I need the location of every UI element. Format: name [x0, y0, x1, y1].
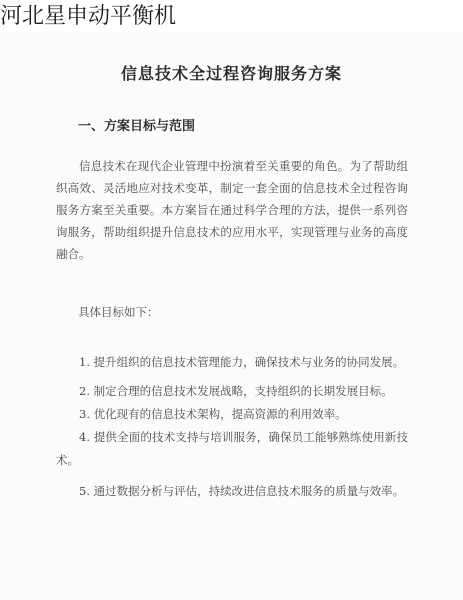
goal-list — [56, 351, 408, 503]
goal-item: 3. 优化现有的信息技术架构，提高资源的利用效率。 — [79, 407, 347, 421]
image-caption: 河北星申动平衡机 — [0, 4, 177, 29]
document-page — [0, 33, 463, 600]
document-title: 信息技术全过程咨询服务方案 — [120, 64, 342, 83]
goal-item: 1. 提升组织的信息技术管理能力，确保技术与业务的协同发展。 — [79, 355, 405, 369]
intro-paragraph: 信息技术在现代企业管理中扮演着至关重要的角色。为了帮助组织高效、灵活地应对技术变革，制定一套全面的信息技术全过程咨询服务方案至关重要。本方案旨在通过科学合理的方法，提供一系列咨询服务，帮助组织提升信息技术的应用水平，实现管理与业务的高度融合。 — [56, 159, 408, 261]
goal-item: 2. 制定合理的信息技术发展战略，支持组织的长期发展目标。 — [79, 384, 393, 398]
goal-item: 4. 提供全面的技术支持与培训服务，确保员工能够熟练使用新技术。 — [56, 430, 408, 467]
goals-intro: 具体目标如下： — [78, 305, 159, 319]
goal-item: 5. 通过数据分析与评估，持续改进信息技术服务的质量与效率。 — [79, 484, 405, 498]
section-heading: 一、方案目标与范围 — [78, 119, 196, 134]
